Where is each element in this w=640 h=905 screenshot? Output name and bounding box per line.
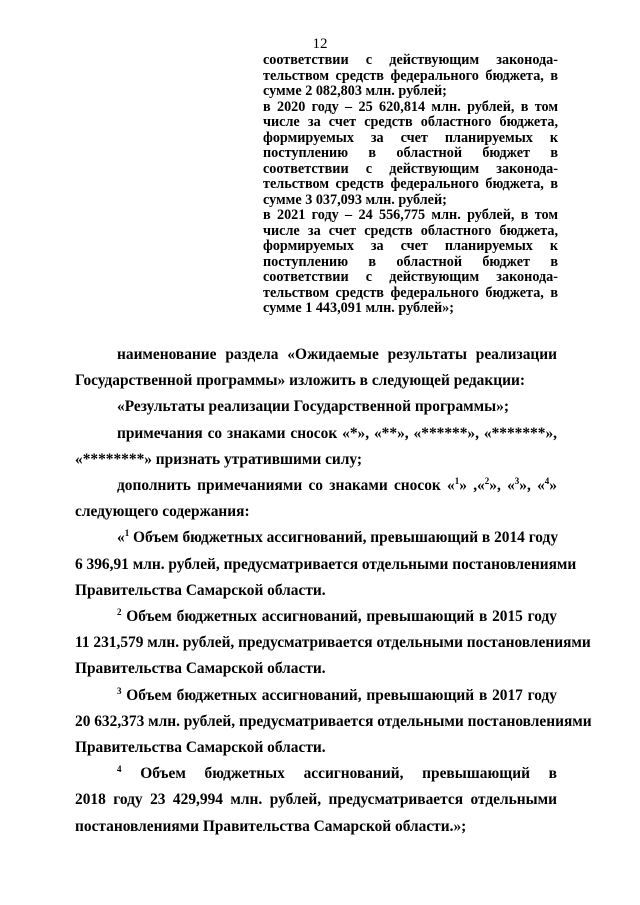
- text-fragment: Объем бюджетных ассигнований, превышающий в 2014 году: [129, 529, 559, 547]
- footnote-mark: 1: [454, 476, 460, 487]
- footnote-mark: 2: [117, 607, 122, 618]
- section-title-line: наименование раздела «Ожидаемые результаты реализации: [117, 346, 557, 363]
- footnote-3-line: [75, 683, 557, 709]
- footnote-4-line: 2018 году 23 429,994 млн. рублей, предусматривается отдельными: [75, 791, 557, 809]
- footnote-4-line: [75, 761, 557, 787]
- text-fragment: » ,«: [459, 477, 485, 495]
- text-line: соответствии с действующим законода-: [263, 160, 558, 177]
- text-line: сумме 2 082,803 млн. рублей;: [263, 83, 447, 99]
- results-title-line: «Результаты реализации Государственной программы»;: [117, 398, 509, 416]
- text-line: соответствии с действующим законода-: [263, 269, 558, 285]
- text-line: тельством средств федерального бюджета, в: [263, 67, 558, 84]
- text-line: сумме 3 037,093 млн. рублей;: [263, 191, 447, 208]
- section-title-line: Государственной программы» изложить в следующей редакции:: [75, 372, 525, 390]
- text-fragment: Объем бюджетных ассигнований, превышающий в 2017 году: [121, 686, 557, 704]
- footnote-3-line: Правительства Самарской области.: [75, 739, 326, 757]
- footnote-mark: 4: [117, 764, 122, 775]
- footnote-mark: 1: [124, 528, 130, 539]
- text-line: числе за счет средств областного бюджета,: [263, 222, 558, 239]
- footnote-2-line: [75, 604, 557, 630]
- text-line: поступлению в областной бюджет в: [263, 145, 558, 161]
- text-fragment: », «: [489, 477, 515, 495]
- text-fragment: дополнить примечаниями со знаками сносок «: [117, 477, 455, 495]
- text-line: в 2021 году – 24 556,775 млн. рублей, в том: [263, 207, 558, 223]
- footnote-3-line: 20 632,373 млн. рублей, предусматривается отдельными постановлениями: [75, 712, 592, 730]
- footnote-2-line: Правительства Самарской области.: [75, 660, 326, 678]
- text-line: формируемых за счет планируемых к: [263, 129, 558, 146]
- footnote-1-line: 6 396,91 млн. рублей, предусматривается отдельными постановлениями: [75, 555, 577, 573]
- footnote-mark: 4: [544, 476, 550, 487]
- footnote-1-line: Правительства Самарской области.: [75, 581, 326, 599]
- text-fragment: «: [117, 529, 125, 547]
- footnote-1-line: [75, 525, 557, 551]
- footnotes-add-line: следующего содержания:: [75, 503, 250, 521]
- footnote-mark: 3: [514, 476, 520, 487]
- text-fragment: », «: [519, 477, 545, 495]
- text-fragment: Объем бюджетных ассигнований, превышающий в: [121, 765, 557, 783]
- text-line: формируемых за счет планируемых к: [263, 238, 558, 254]
- footnotes-removal-line: примечания со знаками сносок «*», «**», «******», «*******»,: [117, 424, 557, 442]
- text-line: соответствии с действующим законода-: [263, 52, 558, 68]
- main-text: [75, 342, 592, 840]
- footnote-2-line: 11 231,579 млн. рублей, предусматривается отдельными постановлениями: [75, 634, 591, 652]
- text-fragment: Объем бюджетных ассигнований, превышающий в 2015 году: [121, 608, 557, 626]
- text-line: в 2020 году – 25 620,814 млн. рублей, в том: [263, 98, 558, 115]
- footnote-4-line: постановлениями Правительства Самарской области.»;: [75, 817, 467, 835]
- page-number: 12: [312, 36, 328, 52]
- footnote-mark: 3: [117, 685, 122, 696]
- text-line: тельством средств федерального бюджета, в: [263, 176, 558, 192]
- text-line: сумме 1 443,091 млн. рублей»;: [263, 300, 454, 316]
- text-fragment: »: [549, 477, 557, 495]
- footnotes-add-line: [75, 473, 557, 499]
- text-line: числе за счет средств областного бюджета,: [263, 114, 558, 130]
- text-line: тельством средств федерального бюджета, в: [263, 284, 558, 301]
- footnote-mark: 2: [484, 476, 490, 487]
- upper-text-block: [263, 53, 558, 317]
- text-line: поступлению в областной бюджет в: [263, 253, 558, 270]
- footnotes-removal-line: «********» признать утратившими силу;: [75, 450, 363, 468]
